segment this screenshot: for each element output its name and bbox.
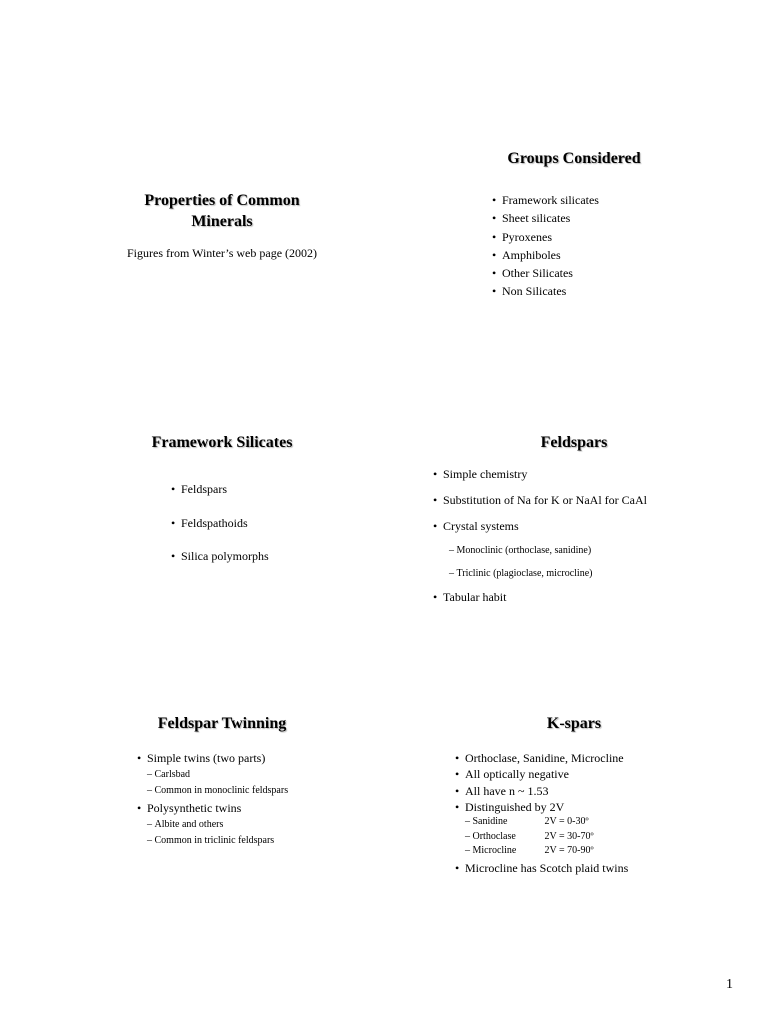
slide-title xyxy=(30,190,414,232)
list-item: • All have n ~ 1.53 xyxy=(455,783,628,799)
list-item-label: Polysynthetic twins xyxy=(147,801,242,815)
list-item xyxy=(455,799,628,859)
list-item xyxy=(433,518,647,581)
mineral-name: Sanidine xyxy=(472,816,508,828)
twov-value: 2V = 70-90º xyxy=(544,845,594,857)
slide-framework xyxy=(30,412,414,694)
sub-list-item: – Common in monoclinic feldspars xyxy=(147,783,288,799)
list-item-label: Simple twins (two parts) xyxy=(147,751,266,765)
sub-list-item: – Carlsbad xyxy=(147,767,288,783)
sub-list xyxy=(449,544,647,581)
title-line-1: Properties of Common xyxy=(144,192,300,209)
slide-feldspars xyxy=(382,412,766,694)
title-line-2: Minerals xyxy=(191,213,253,230)
list-item: • Other Silicates xyxy=(492,264,599,282)
slide-title: Feldspars xyxy=(540,434,608,451)
sub-list-item xyxy=(465,844,628,859)
slide-kspars xyxy=(382,694,766,976)
slide-title: K-spars xyxy=(546,715,602,732)
twov-value: 2V = 30-70º xyxy=(544,830,594,842)
slide-properties xyxy=(30,130,414,412)
slide-title: Feldspar Twinning xyxy=(157,715,287,732)
sub-list-item: – Monoclinic (orthoclase, sanidine) xyxy=(449,544,647,558)
mineral-name: Orthoclase xyxy=(472,830,516,842)
list-item: • Simple chemistry xyxy=(433,466,647,483)
twov-value: 2V = 0-30º xyxy=(544,816,589,828)
list-item: • Microcline has Scotch plaid twins xyxy=(455,860,628,876)
sub-list-item: – Albite and others xyxy=(147,817,288,833)
list-item: • Feldspars xyxy=(171,481,269,498)
slide-subtitle: Figures from Winter’s web page (2002) xyxy=(126,246,318,260)
sub-list xyxy=(147,817,288,849)
bullet-list xyxy=(171,481,269,565)
list-item: • Pyroxenes xyxy=(492,228,599,246)
list-item-label: Distinguished by 2V xyxy=(465,799,565,814)
sub-list-item xyxy=(465,830,628,845)
list-item: • Tabular habit xyxy=(433,589,647,606)
list-item: • Orthoclase, Sanidine, Microcline xyxy=(455,750,628,766)
list-item xyxy=(137,750,288,799)
page-number: 1 xyxy=(726,977,733,992)
list-item-label: Crystal systems xyxy=(443,519,519,533)
list-item xyxy=(137,800,288,849)
list-item: • Silica polymorphs xyxy=(171,548,269,565)
slide-groups xyxy=(382,130,766,412)
sub-list-item xyxy=(465,815,628,830)
list-item: • Sheet silicates xyxy=(492,209,599,227)
bullet-list xyxy=(492,191,599,301)
sub-list-item: – Common in triclinic feldspars xyxy=(147,833,288,849)
list-item: • Framework silicates xyxy=(492,191,599,209)
sub-list xyxy=(147,767,288,799)
bullet-list xyxy=(137,750,288,849)
list-item: • Substitution of Na for K or NaAl for CaAl xyxy=(433,492,647,509)
bullet-list xyxy=(433,466,647,606)
sub-list xyxy=(465,815,628,859)
bullet-list xyxy=(455,750,628,876)
slide-twinning xyxy=(30,694,414,976)
list-item: • All optically negative xyxy=(455,766,628,782)
mineral-name: Microcline xyxy=(472,845,517,857)
slide-title: Framework Silicates xyxy=(151,434,293,451)
list-item: • Amphiboles xyxy=(492,246,599,264)
sub-list-item: – Triclinic (plagioclase, microcline) xyxy=(449,567,647,581)
list-item: • Non Silicates xyxy=(492,282,599,300)
list-item: • Feldspathoids xyxy=(171,515,269,532)
slide-title: Groups Considered xyxy=(507,150,641,167)
